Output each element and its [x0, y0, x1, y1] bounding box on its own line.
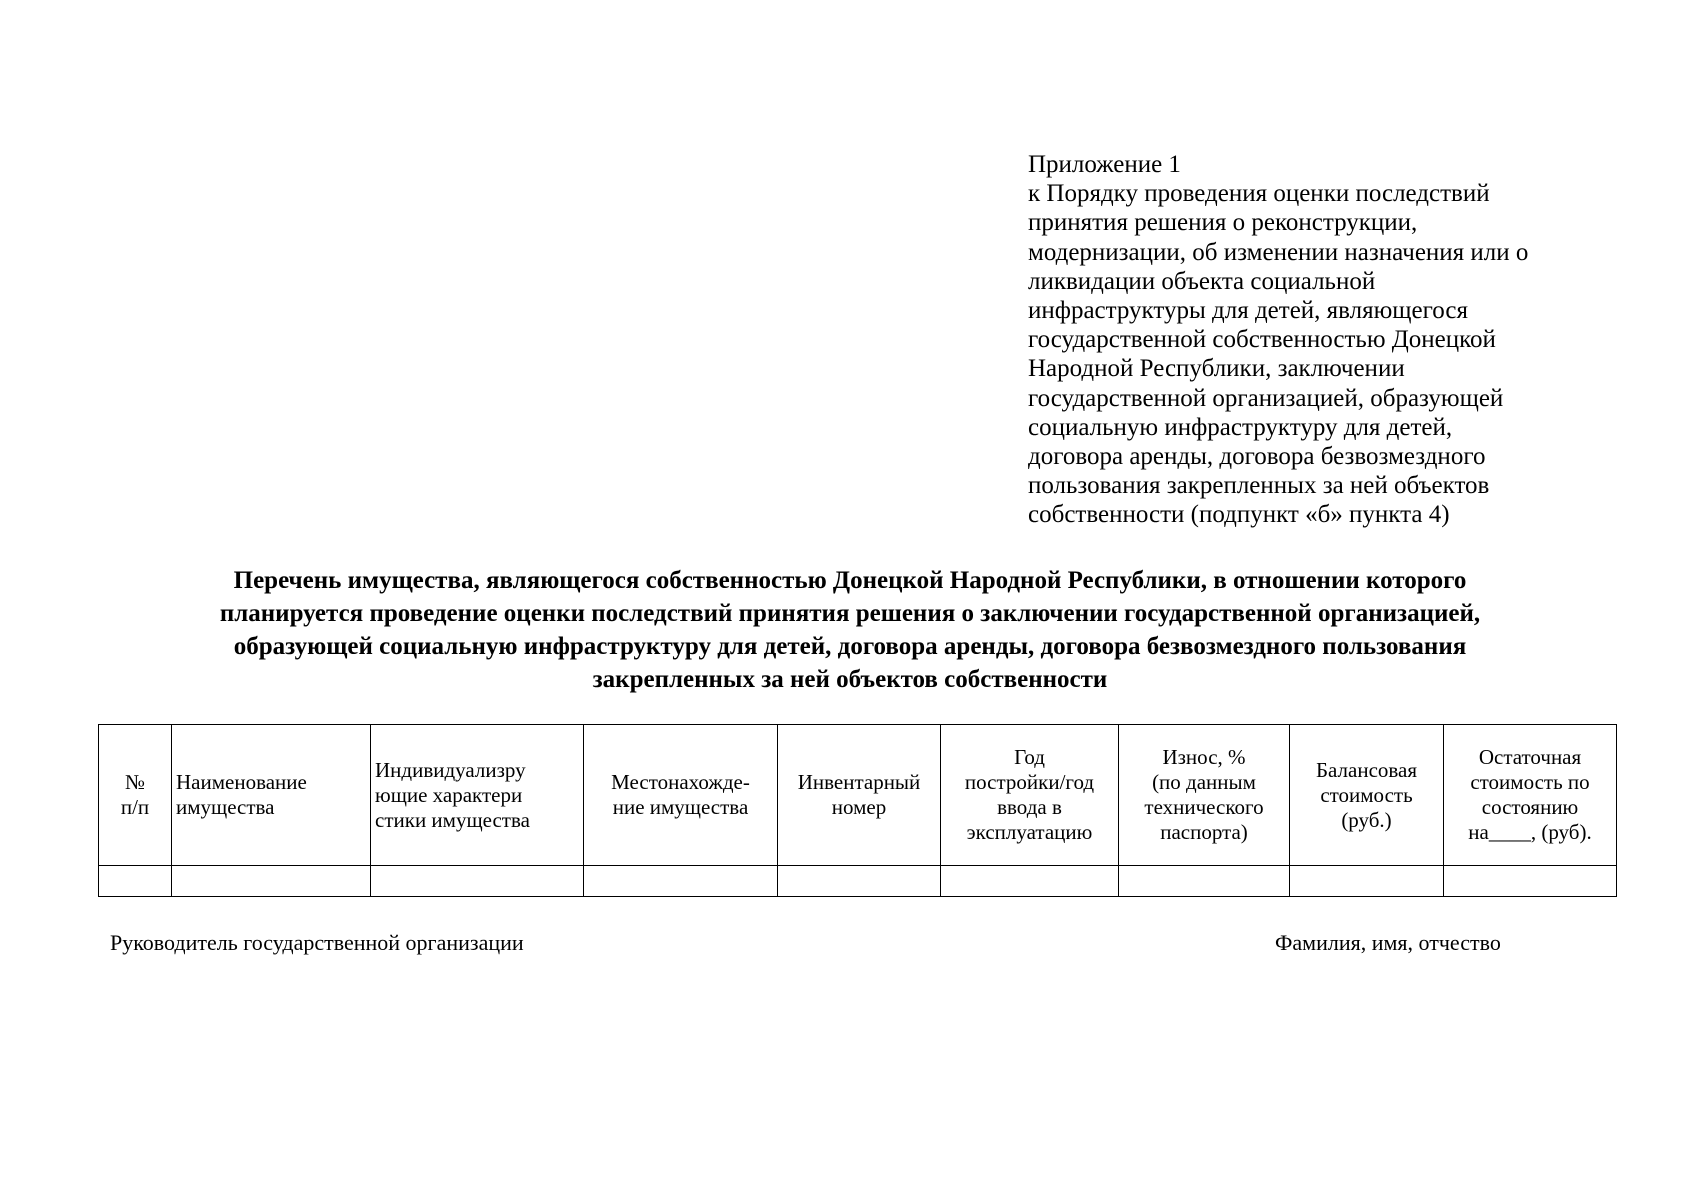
header-year: Год постройки/год ввода в эксплуатацию — [941, 725, 1119, 866]
appendix-line: принятия решения о реконструкции, — [1028, 209, 1418, 237]
table-cell[interactable] — [1119, 866, 1290, 897]
header-book-value: Балансовая стоимость (руб.) — [1290, 725, 1444, 866]
header-location: Местонахожде- ние имущества — [584, 725, 778, 866]
header-characteristics: Индивидуализру ющие характери стики имущества — [371, 725, 584, 866]
table-cell[interactable] — [99, 866, 172, 897]
table-row — [99, 866, 1617, 897]
title-line: образующей социальную инфраструктуру для детей, договора аренды, договора безвозмездного пользования — [233, 633, 1467, 660]
table-cell[interactable] — [941, 866, 1119, 897]
property-table — [98, 724, 1617, 897]
title-line: закрепленных за ней объектов собственности — [592, 666, 1108, 693]
title-line: Перечень имущества, являющегося собственностью Донецкой Народной Республики, в отношении которого — [233, 567, 1467, 594]
appendix-line: собственности (подпункт «б» пункта 4) — [1028, 501, 1450, 529]
title-line: планируется проведение оценки последствий принятия решения о заключении государственной организацией, — [219, 600, 1481, 627]
signature-role-label: Руководитель государственной организации — [110, 930, 524, 955]
header-inventory-number: Инвентарный номер — [778, 725, 941, 866]
table-cell[interactable] — [1444, 866, 1617, 897]
header-number: № п/п — [99, 725, 172, 866]
appendix-line: к Порядку проведения оценки последствий — [1028, 180, 1490, 208]
appendix-line: социальную инфраструктуру для детей, — [1028, 413, 1453, 441]
table-cell[interactable] — [584, 866, 778, 897]
appendix-line: Народной Республики, заключении — [1028, 355, 1405, 383]
appendix-line: Приложение 1 — [1028, 151, 1181, 178]
appendix-line: инфраструктуры для детей, являющегося — [1028, 297, 1468, 325]
appendix-block — [1028, 150, 1648, 530]
table-cell[interactable] — [172, 866, 371, 897]
header-residual-value: Остаточная стоимость по состоянию на____, (руб). — [1444, 725, 1617, 866]
appendix-line: государственной собственностью Донецкой — [1028, 326, 1496, 354]
appendix-line: ликвидации объекта социальной — [1028, 267, 1376, 295]
table-cell[interactable] — [371, 866, 584, 897]
document-title — [100, 564, 1600, 696]
header-name: Наименование имущества — [172, 725, 371, 866]
table-cell[interactable] — [778, 866, 941, 897]
appendix-line: государственной организацией, образующей — [1028, 384, 1504, 412]
table-header-row — [99, 725, 1617, 866]
appendix-line: модернизации, об изменении назначения или о — [1028, 238, 1529, 266]
appendix-line: пользования закрепленных за ней объектов — [1028, 472, 1490, 500]
table-cell[interactable] — [1290, 866, 1444, 897]
signature-name-label: Фамилия, имя, отчество — [1275, 930, 1501, 955]
appendix-line: договора аренды, договора безвозмездного — [1028, 443, 1486, 471]
header-wear: Износ, % (по данным технического паспорта) — [1119, 725, 1290, 866]
